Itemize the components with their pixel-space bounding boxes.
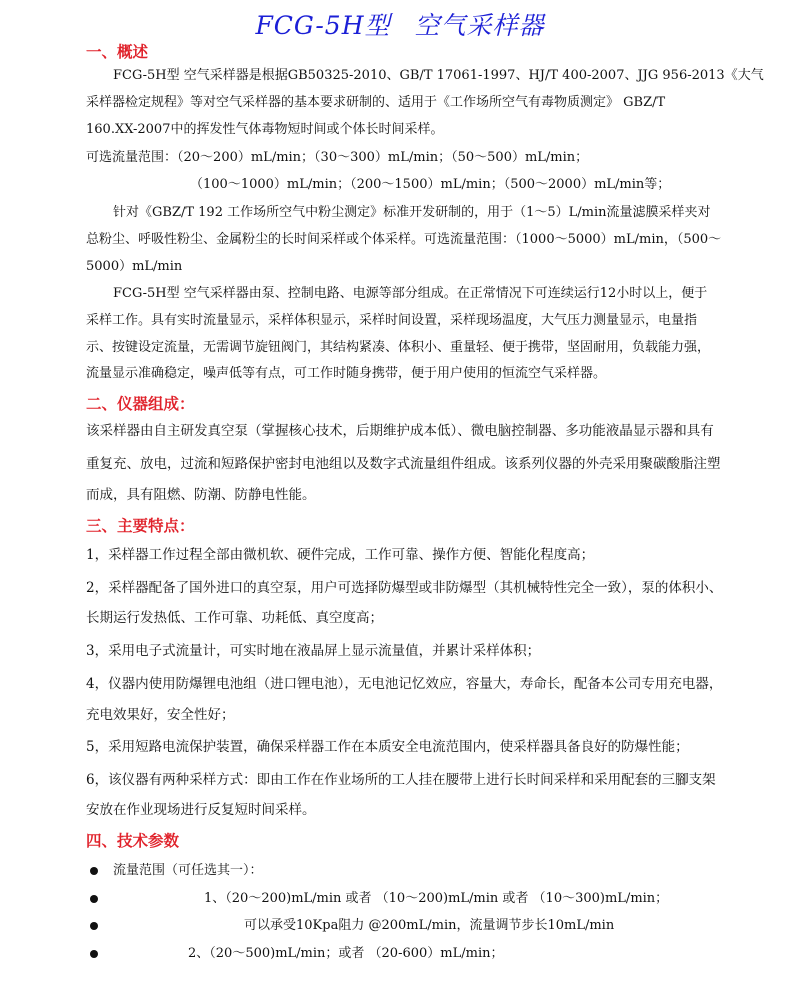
page-title [0, 6, 800, 42]
paragraph-line: 采样工作。具有实时流量显示，采样体积显示，采样时间设置，采样现场温度，大气压力测量显示，电量指 [86, 313, 698, 328]
spec-item: 可以承受10Kpa阻力 @200mL/min，流量调节步长10mL/min [244, 918, 615, 933]
paragraph-line: 总粉尘、呼吸性粉尘、金属粉尘的长时间采样或个体采样。可选流量范围：（1000～5000）mL/min，（500～ [86, 232, 722, 247]
paragraph-line: 流量显示准确稳定，噪声低等有点，可工作时随身携带，便于用户使用的恒流空气采样器。 [86, 366, 607, 381]
paragraph-line: 160.XX-2007中的挥发性气体毒物短时间或个体长时间采样。 [86, 122, 444, 137]
feature-line: 5，采用短路电流保护装置，确保采样器工作在本质安全电流范围内，使采样器具备良好的防爆性能； [86, 739, 689, 755]
title-model: FCG-5H型 [255, 11, 391, 40]
section-heading-overview: 一、概述 [86, 42, 149, 61]
spec-item: 2、（20～500)mL/min；或者 （20-600）mL/min； [188, 946, 504, 961]
paragraph-line: FCG-5H型 空气采样器由泵、控制电路、电源等部分组成。在正常情况下可连续运行12小时以上，便于 [113, 286, 708, 301]
feature-line: 2，采样器配备了国外进口的真空泵，用户可选择防爆型或非防爆型（其机械特性完全一致），泵的体积小、 [86, 580, 723, 596]
paragraph-line: 可选流量范围：（20～200）mL/min；（30～300）mL/min；（50～500）mL/min； [86, 150, 589, 165]
bullet-icon [90, 895, 98, 903]
section-heading-features: 三、主要特点： [86, 516, 195, 535]
feature-line: 1，采样器工作过程全部由微机软、硬件完成，工作可靠、操作方便、智能化程度高； [86, 547, 595, 563]
section-heading-composition: 二、仪器组成： [86, 394, 195, 413]
spec-item: 流量范围（可任选其一）： [113, 863, 263, 878]
spec-item: 1、（20～200)mL/min 或者 （10～200)mL/min 或者 （10～300)mL/min； [204, 891, 669, 906]
feature-line: 4，仪器内使用防爆锂电池组（进口锂电池），无电池记忆效应，容量大，寿命长，配备本公司专用充电器， [86, 676, 723, 692]
bullet-icon [90, 950, 98, 958]
title-name: 空气采样器 [414, 11, 545, 40]
section-heading-specs: 四、技术参数 [86, 831, 180, 850]
paragraph-line: FCG-5H型 空气采样器是根据GB50325-2010、GB/T 17061-1997、HJ/T 400-2007、JJG 956-2013《大气 [113, 68, 764, 83]
feature-line: 安放在作业现场进行反复短时间采样。 [86, 802, 316, 818]
bullet-icon [90, 867, 98, 875]
paragraph-line: 该采样器由自主研发真空泵（掌握核心技术，后期维护成本低）、微电脑控制器、多功能液晶显示器和具有 [86, 423, 714, 439]
paragraph-line: 采样器检定规程》等对空气采样器的基本要求研制的、适用于《工作场所空气有毒物质测定》 GBZ/T [86, 95, 666, 110]
feature-line: 3，采用电子式流量计，可实时地在液晶屏上显示流量值，并累计采样体积； [86, 643, 541, 659]
paragraph-line: 重复充、放电，过流和短路保护密封电池组以及数字式流量组件组成。该系列仪器的外壳采用聚碳酸脂注塑 [86, 456, 721, 472]
paragraph-line: 示、按键设定流量，无需调节旋钮阀门，其结构紧凑、体积小、重量轻、便于携带，坚固耐用，负载能力强， [86, 340, 711, 355]
feature-line: 长期运行发热低、工作可靠、功耗低、真空度高； [86, 610, 383, 626]
feature-line: 6，该仪器有两种采样方式：即由工作在作业场所的工人挂在腰带上进行长时间采样和采用配套的三腳支架 [86, 772, 716, 788]
paragraph-line: 5000）mL/min [86, 259, 183, 274]
paragraph-line: 而成，具有阻燃、防潮、防静电性能。 [86, 487, 316, 503]
bullet-icon [90, 922, 98, 930]
feature-line: 充电效果好，安全性好； [86, 707, 235, 723]
paragraph-line: 针对《GBZ/T 192 工作场所空气中粉尘测定》标准开发研制的，用于（1～5）L/min流量滤膜采样夹对 [113, 205, 711, 220]
paragraph-line: （100～1000）mL/min；（200～1500）mL/min；（500～2000）mL/min等； [190, 177, 671, 192]
